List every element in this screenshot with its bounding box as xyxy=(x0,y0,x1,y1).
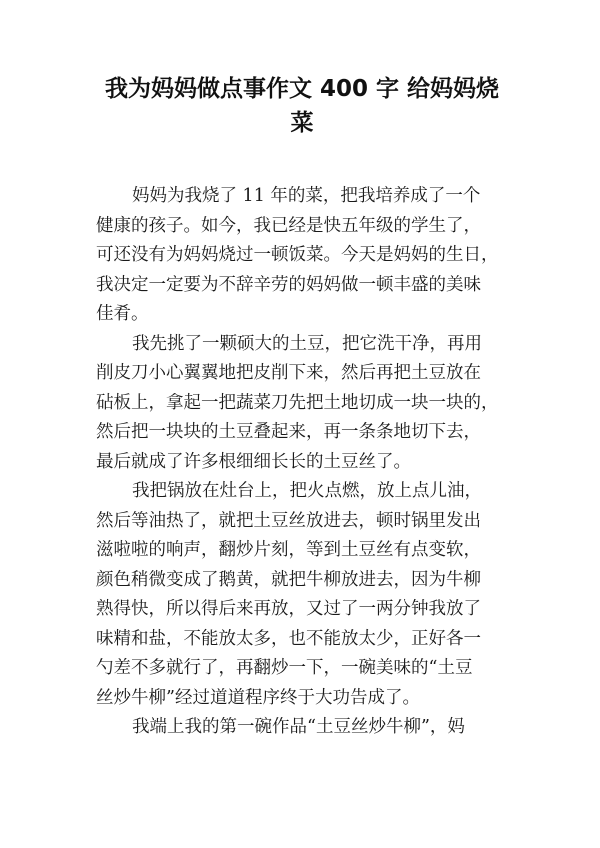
text-line: 丝炒牛柳”经过道道程序终于大功告成了。 xyxy=(96,687,420,708)
paragraph xyxy=(96,330,508,478)
text-line: 熟得快，所以得后来再放，又过了一两分钟我放了 xyxy=(96,599,481,619)
text-line: 然后等油热了，就把土豆丝放进去，顿时锅里发出 xyxy=(96,510,481,531)
text-line: 妈妈为我烧了 11 年的菜，把我培养成了一个 xyxy=(132,186,481,206)
text-line: 最后就成了许多根细细长长的土豆丝了。 xyxy=(96,451,411,472)
text-line: 削皮刀小心翼翼地把皮削下来，然后再把土豆放在 xyxy=(96,363,481,383)
text-line: 颜色稍微变成了鹅黄，就把牛柳放进去，因为牛柳 xyxy=(96,569,481,590)
title-line: 我为妈妈做点事作文 400 字 给妈妈烧 xyxy=(104,76,500,102)
text-line: 可还没有为妈妈烧过一顿饭菜。今天是妈妈的生日， xyxy=(96,245,499,265)
text-line: 我决定一定要为不辞辛劳的妈妈做一顿丰盛的美味 xyxy=(96,274,481,295)
text-line: 健康的孩子。如今，我已经是快五年级的学生了， xyxy=(96,215,481,236)
paragraph xyxy=(96,182,508,330)
text-line: 然后把一块块的土豆叠起来，再一条条地切下去， xyxy=(96,422,481,442)
paragraph xyxy=(96,713,508,743)
paragraph xyxy=(96,477,508,713)
text-line: 砧板上，拿起一把蔬菜刀先把土地切成一块一块的， xyxy=(96,392,499,413)
document-body xyxy=(96,182,508,743)
text-line: 我端上我的第一碗作品“土豆丝炒牛柳”，妈 xyxy=(132,717,465,737)
text-line: 佳肴。 xyxy=(96,304,149,324)
text-line: 勺差不多就行了，再翻炒一下，一碗美味的“土豆 xyxy=(96,658,473,678)
title-line: 菜 xyxy=(290,110,314,136)
document-title xyxy=(96,72,508,140)
text-line: 滋啦啦的响声，翻炒片刻，等到土豆丝有点变软， xyxy=(96,540,481,560)
text-line: 我把锅放在灶台上，把火点燃，放上点儿油， xyxy=(132,481,482,501)
text-line: 味精和盐，不能放太多，也不能放太少，正好各一 xyxy=(96,628,481,649)
text-line: 我先挑了一颗硕大的土豆，把它洗干净，再用 xyxy=(132,333,482,354)
